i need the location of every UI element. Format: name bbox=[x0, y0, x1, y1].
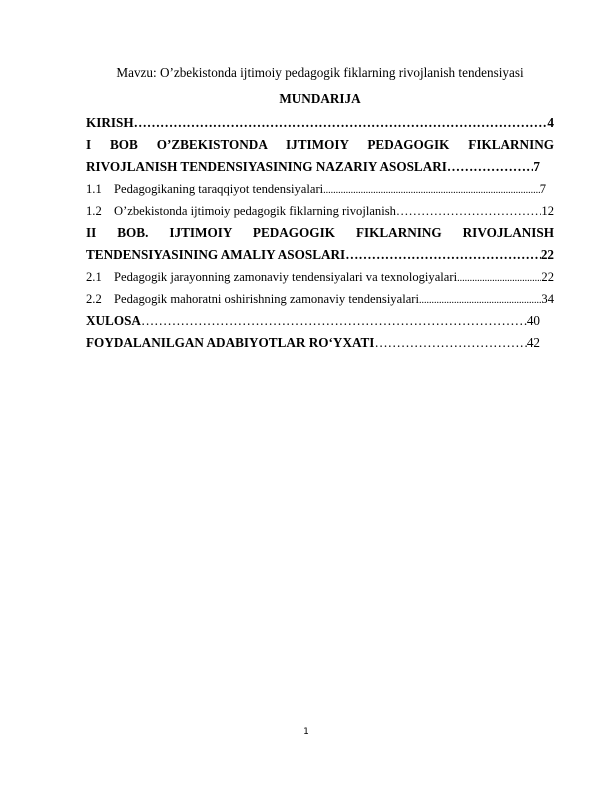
dot-leader bbox=[374, 332, 526, 354]
toc-entry-label: II BOB. IJTIMOIY PEDAGOGIK FIKLARNING RIVOJLANISH bbox=[86, 225, 554, 240]
toc-entry-chapter1-line1[interactable] bbox=[86, 134, 554, 156]
toc-entry-intro[interactable] bbox=[86, 112, 554, 134]
dot-leader bbox=[345, 244, 541, 266]
toc-entry-section-1-1[interactable] bbox=[86, 178, 554, 200]
section-number: 1.1 bbox=[86, 182, 102, 196]
toc-entry-chapter2-line2[interactable] bbox=[86, 244, 554, 266]
table-of-contents bbox=[86, 112, 554, 354]
toc-entry-label: KIRISH bbox=[86, 115, 134, 130]
toc-entry-page: 22 bbox=[540, 247, 554, 262]
toc-entry-page: 42 bbox=[526, 335, 540, 350]
toc-entry-conclusion[interactable] bbox=[86, 310, 554, 332]
dot-leader bbox=[141, 310, 527, 332]
page-number: 1 bbox=[303, 727, 309, 737]
toc-entry-page: 34 bbox=[541, 292, 554, 306]
toc-entry-label: FOYDALANILGAN ADABIYOTLAR RO‘YXATI bbox=[86, 335, 375, 350]
section-number: 1.2 bbox=[86, 204, 102, 218]
toc-entry-section-2-2[interactable] bbox=[86, 288, 554, 310]
toc-entry-section-1-2[interactable] bbox=[86, 200, 554, 222]
dot-leader bbox=[447, 156, 534, 178]
toc-entry-label: Pedagogik mahoratni oshirishning zamonaviy tendensiyalari bbox=[114, 292, 419, 306]
dot-leader bbox=[396, 200, 541, 222]
toc-entry-page: 12 bbox=[541, 204, 554, 218]
toc-entry-label: TENDENSIYASINING AMALIY ASOSLARI bbox=[86, 247, 346, 262]
toc-entry-label: RIVOJLANISH TENDENSIYASINING NAZARIY ASOSLARI bbox=[86, 159, 447, 174]
toc-entry-label: O’zbekistonda ijtimoiy pedagogik fiklarning rivojlanish bbox=[114, 204, 396, 218]
toc-entry-page: 4 bbox=[547, 115, 554, 130]
toc-entry-label: Pedagogikaning taraqqiyot tendensiyalari bbox=[114, 182, 324, 196]
toc-entry-chapter2-line1[interactable] bbox=[86, 222, 554, 244]
document-topic: Mavzu: O’zbekistonda ijtimoiy pedagogik fiklarning rivojlanish tendensiyasi bbox=[116, 65, 524, 80]
toc-entry-page: 40 bbox=[526, 313, 540, 328]
toc-entry-label: XULOSA bbox=[86, 313, 141, 328]
toc-entry-label: I BOB O’ZBEKISTONDA IJTIMOIY PEDAGOGIK FIKLARNING bbox=[86, 137, 554, 152]
dot-leader bbox=[323, 178, 540, 200]
section-number: 2.2 bbox=[86, 292, 102, 306]
toc-entry-chapter1-line2[interactable] bbox=[86, 156, 554, 178]
toc-entry-page: 22 bbox=[541, 270, 554, 284]
dot-leader bbox=[457, 266, 541, 288]
toc-entry-page: 7 bbox=[533, 159, 540, 174]
dot-leader bbox=[419, 288, 541, 310]
dot-leader bbox=[134, 112, 548, 134]
toc-entry-references[interactable] bbox=[86, 332, 554, 354]
toc-entry-section-2-1[interactable] bbox=[86, 266, 554, 288]
toc-heading: MUNDARIJA bbox=[279, 91, 361, 106]
section-number: 2.1 bbox=[86, 270, 102, 284]
toc-entry-label: Pedagogik jarayonning zamonaviy tendensiyalari va texnologiyalari bbox=[114, 270, 458, 284]
toc-entry-page: 7 bbox=[539, 182, 546, 196]
